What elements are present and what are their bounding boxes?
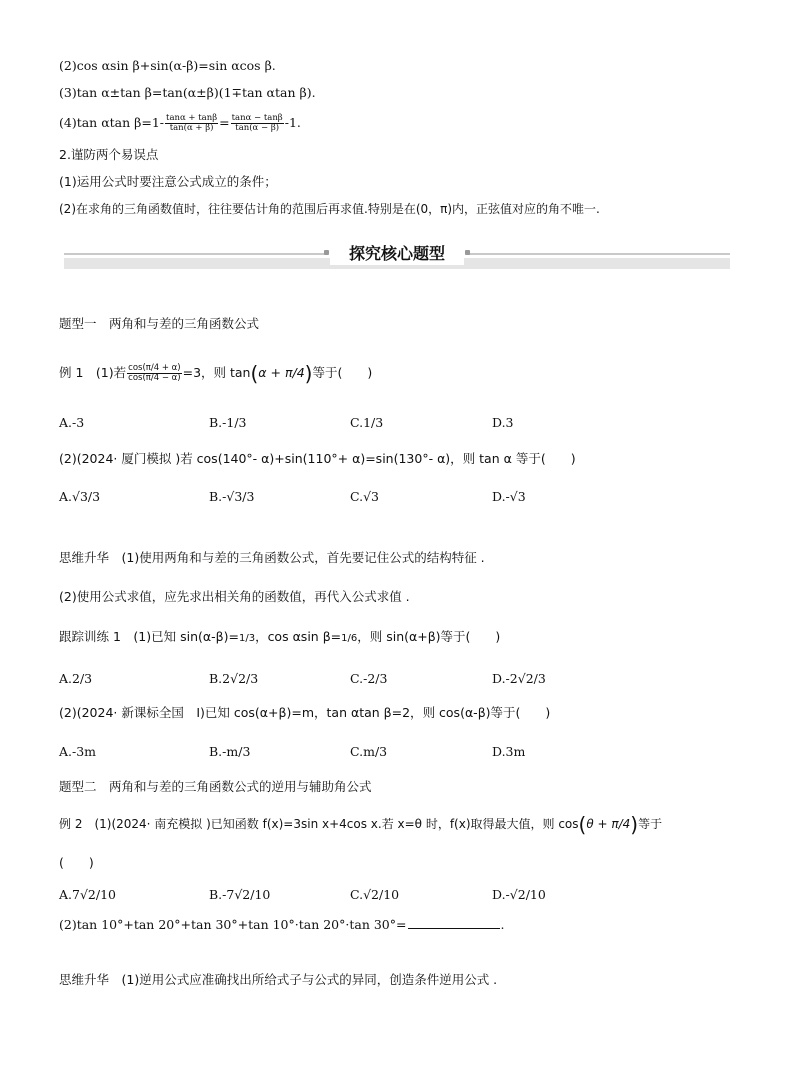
pitfalls-item-2: (2)在求角的三角函数值时，往往要估计角的范围后再求值.特别是在(0，π)内，正弦值对应的角不唯一. (59, 202, 600, 216)
follow1-q1-option-b[interactable]: B.2√2/3 (209, 671, 259, 686)
example1-q1-suffix: 等于( ) (312, 365, 373, 380)
example1-q2: (2)(2024· 厦门模拟 )若 cos(140°- α)+sin(110°+ α)=sin(130°- α)，则 tan α 等于( ) (59, 451, 576, 466)
example1-q1-prefix: 例 1 (1)若 (59, 365, 127, 380)
example1-q2-option-c[interactable]: C.√3 (350, 489, 380, 504)
formula-4-frac1 (165, 114, 218, 133)
example1-q2-option-b[interactable]: B.-√3/3 (209, 489, 255, 504)
section-banner-rule-left (64, 253, 326, 255)
thinking1-line2: (2)使用公式求值，应先求出相关角的函数值，再代入公式求值 . (59, 589, 410, 604)
formula-4-frac1-den: tan(α + β) (169, 123, 214, 133)
banner-right-dot (465, 250, 470, 255)
example1-q1-den: cos(π/4 − α) (128, 373, 181, 383)
formula-4-frac1-num: tanα + tanβ (166, 113, 218, 123)
example1-q1-option-c[interactable]: C.1/3 (350, 415, 384, 430)
example1-q1-option-b[interactable]: B.-1/3 (209, 415, 247, 430)
example1-q1: 例 1 (1)若 $\frac{\cos(\pi/4 + \alpha)}{\cos(\pi/4 - \alpha)}$ =3，则 tan(α + π/4)等于( ) (59, 361, 373, 386)
formula-2: (2)cos αsin β+sin(α-β)=sin αcos β. (59, 58, 276, 73)
example1-q1-option-a[interactable]: A.-3 (59, 415, 85, 430)
follow1-q2: (2)(2024· 新课标全国 Ⅰ)已知 cos(α+β)=m，tan αtan β=2，则 cos(α-β)等于( ) (59, 705, 551, 720)
example2-q2-text: (2)tan 10°+tan 20°+tan 30°+tan 10°·tan 20°·tan 30°= (59, 917, 407, 932)
example1-q1-mid: =3，则 tan (182, 365, 251, 380)
follow1-q2-option-d[interactable]: D.3m (492, 744, 526, 759)
follow1-q1-v1: 1/3 (238, 633, 256, 644)
example1-q1-arg: α + π/4 (258, 365, 305, 380)
formula-4-frac2-den: tan(α − β) (235, 123, 280, 133)
formula-4-frac2-num: tanα − tanβ (231, 113, 283, 123)
follow1-q1-option-a[interactable]: A.2/3 (59, 671, 93, 686)
follow1-q1-option-c[interactable]: C.-2/3 (350, 671, 388, 686)
example1-q2-option-d[interactable]: D.-√3 (492, 489, 526, 504)
type1-heading: 题型一 两角和与差的三角函数公式 (59, 316, 260, 331)
example1-q1-num: cos(π/4 + α) (128, 363, 181, 373)
pitfalls-title: 2.谨防两个易误点 (59, 147, 159, 162)
example2-q1-option-c[interactable]: C.√2/10 (350, 887, 400, 902)
follow1-q1-v2: 1/6 (341, 633, 358, 644)
formula-4-eq: = (219, 115, 230, 130)
example2-q1-suffix: 等于 (638, 817, 663, 831)
follow1-q1-suffix: ，则 sin(α+β)等于( ) (357, 629, 501, 644)
formula-4-frac2 (231, 114, 284, 133)
example2-q1-arg: θ + π/4 (586, 817, 631, 831)
example1-q1-option-d[interactable]: D.3 (492, 415, 514, 430)
formula-4-suffix: -1. (284, 115, 301, 130)
follow1-q1-mid: ，cos αsin β= (255, 629, 342, 644)
follow1-q1 (59, 629, 500, 647)
example2-q2: (2)tan 10°+tan 20°+tan 30°+tan 10°·tan 20°·tan 30°= . (59, 917, 505, 932)
follow1-q2-option-a[interactable]: A.-3m (59, 744, 97, 759)
example2-q1-option-b[interactable]: B.-7√2/10 (209, 887, 271, 902)
banner-left-dot (324, 250, 329, 255)
formula-4-prefix: (4)tan αtan β=1- (59, 115, 165, 130)
example1-q2-option-a[interactable]: A.√3/3 (59, 489, 101, 504)
follow1-q1-prefix: 跟踪训练 1 (1)已知 sin(α-β)= (59, 629, 239, 644)
example1-q1-frac (127, 364, 181, 383)
example2-q1-option-a[interactable]: A.7√2/10 (59, 887, 116, 902)
section-banner-rule-right (468, 253, 730, 255)
section-banner-title: 探究核心题型 (330, 243, 464, 265)
formula-4 (59, 114, 301, 133)
follow1-q1-option-d[interactable]: D.-2√2/3 (492, 671, 546, 686)
follow1-q2-option-b[interactable]: B.-m/3 (209, 744, 251, 759)
thinking2-line1: 思维升华 (1)逆用公式应准确找出所给式子与公式的异同，创造条件逆用公式 . (59, 972, 498, 987)
type2-heading: 题型二 两角和与差的三角函数公式的逆用与辅助角公式 (59, 779, 372, 794)
example2-q1-prefix: 例 2 (1)(2024· 南充模拟 )已知函数 f(x)=3sin x+4cos x.若 x=θ 时，f(x)取得最大值，则 cos (59, 817, 579, 831)
example2-q1-option-d[interactable]: D.-√2/10 (492, 887, 546, 902)
pitfalls-item-1: (1)运用公式时要注意公式成立的条件； (59, 174, 277, 189)
example2-q2-answer-blank[interactable] (408, 928, 500, 929)
example2-q1: 例 2 (1)(2024· 南充模拟 )已知函数 f(x)=3sin x+4cos x.若 x=θ 时，f(x)取得最大值，则 cos(θ + π/4)等于 (59, 812, 663, 837)
formula-3: (3)tan α±tan β=tan(α±β)(1∓tan αtan β). (59, 85, 316, 100)
follow1-q2-option-c[interactable]: C.m/3 (350, 744, 388, 759)
example2-q1-answer-paren: ( ) (59, 855, 94, 870)
thinking1-line1: 思维升华 (1)使用两角和与差的三角函数公式，首先要记住公式的结构特征 . (59, 550, 485, 565)
